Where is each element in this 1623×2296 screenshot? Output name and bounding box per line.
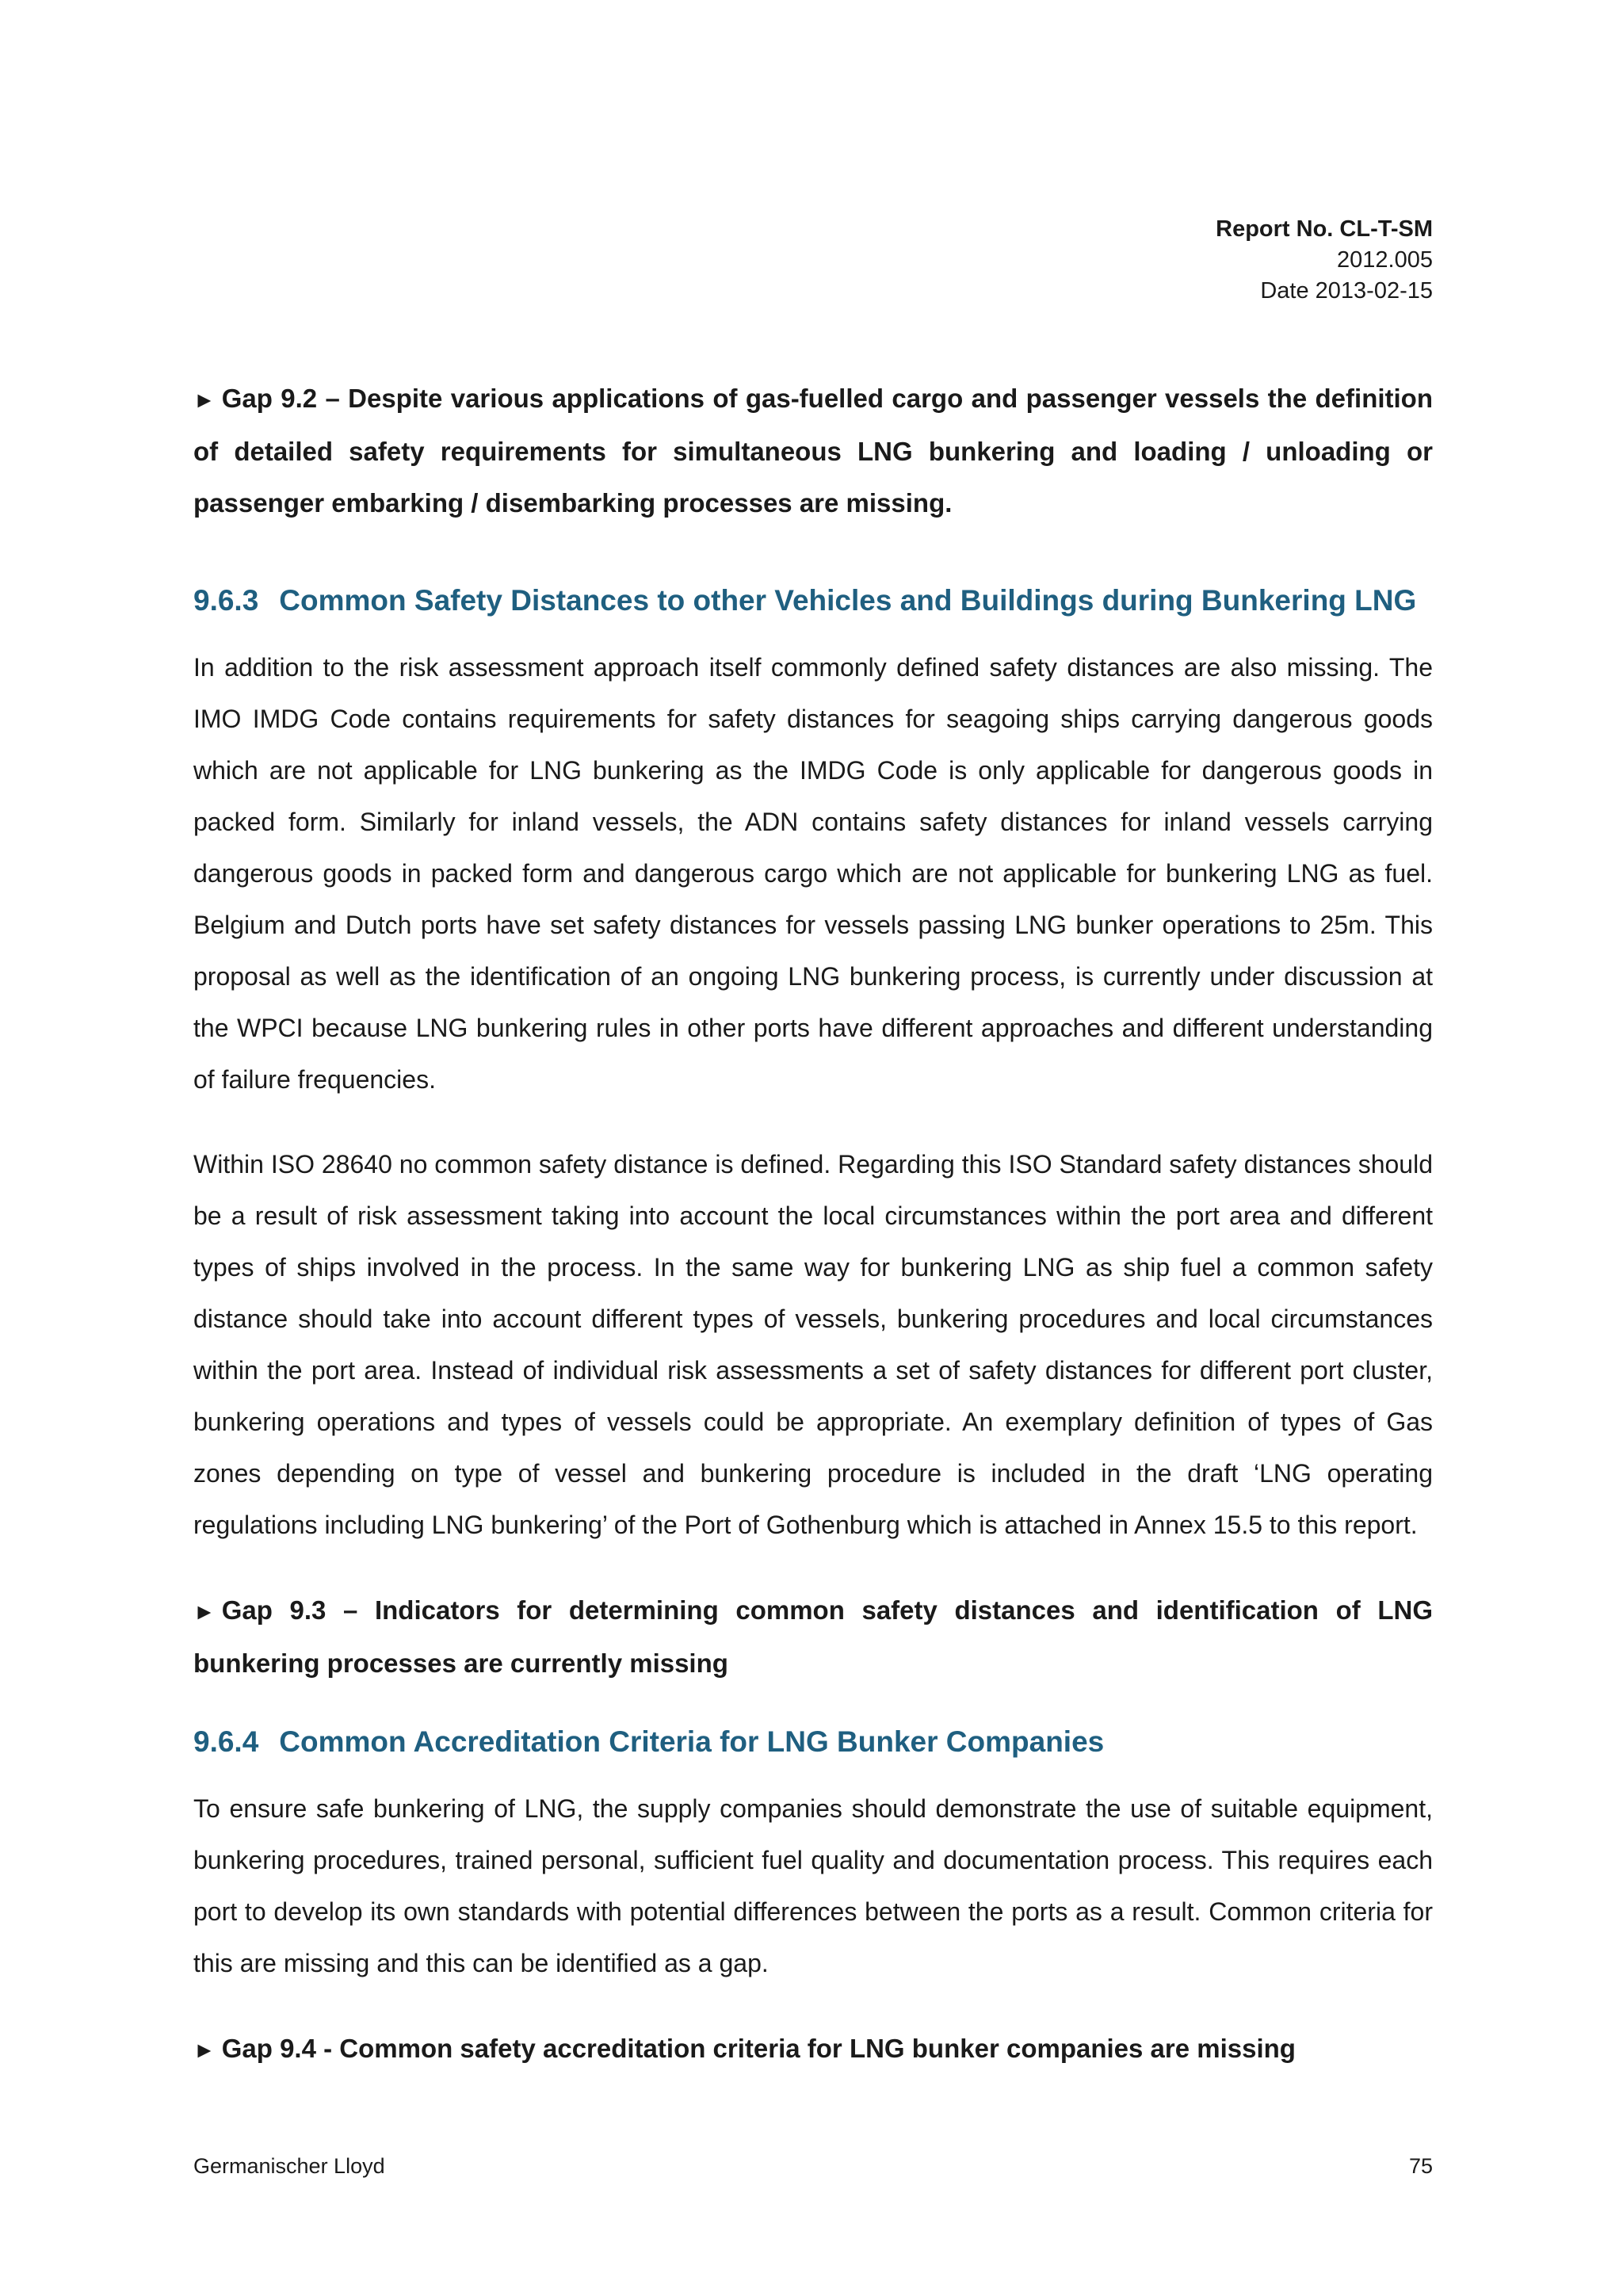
- report-code: 2012.005: [1337, 247, 1433, 273]
- gap-9-2: [193, 372, 1433, 529]
- section-number: 9.6.3: [193, 584, 259, 617]
- gap-9-3: [193, 1584, 1433, 1689]
- paragraph: To ensure safe bunkering of LNG, the supply companies should demonstrate the use of suitable equipment, bunkering procedures, trained personal, sufficient fuel quality and documentation process. This requires each port to develop its own standards with potential differences between the ports as a result. Common criteria for this are missing and this can be identified as a gap.: [193, 1794, 1433, 1977]
- arrow-icon: ►: [193, 2038, 216, 2062]
- gap-9-4: [193, 2023, 1433, 2076]
- section-title: Common Safety Distances to other Vehicles and Buildings during Bunkering LNG: [279, 584, 1417, 617]
- footer-company: Germanischer Lloyd: [193, 2154, 385, 2178]
- report-date: Date 2013-02-15: [1260, 278, 1433, 304]
- gap-9-2-text: Gap 9.2 – Despite various applications of gas-fuelled cargo and passenger vessels the definition of detailed safety requirements for simultaneous LNG bunkering and loading / unloading or passenger embarking / disembarking processes are missing.: [193, 384, 1433, 518]
- report-header: [1216, 214, 1433, 307]
- gap-9-3-text: Gap 9.3 – Indicators for determining common safety distances and identification of LNG bunkering processes are currently missing: [193, 1595, 1433, 1678]
- arrow-icon: ►: [193, 1599, 216, 1624]
- paragraph: In addition to the risk assessment approach itself commonly defined safety distances are also missing. The IMO IMDG Code contains requirements for safety distances for seagoing ships carrying dangerous goods which are not applicable for LNG bunkering as the IMDG Code is only applicable for dangerous goods in packed form. Similarly for inland vessels, the ADN contains safety distances for inland vessels carrying dangerous goods in packed form and dangerous cargo which are not applicable for bunkering LNG as fuel. Belgium and Dutch ports have set safety distances for vessels passing LNG bunker operations to 25m. This proposal as well as the identification of an ongoing LNG bunkering process, is currently under discussion at the WPCI because LNG bunkering rules in other ports have different approaches and different understanding of failure frequencies.: [193, 653, 1433, 1094]
- section-heading-9-6-3: [193, 581, 1433, 621]
- section-heading-9-6-4: [193, 1722, 1433, 1762]
- report-number: Report No. CL-T-SM: [1216, 216, 1433, 242]
- page-number: 75: [1408, 2154, 1433, 2178]
- section-title: Common Accreditation Criteria for LNG Bunker Companies: [279, 1725, 1105, 1758]
- main-content: [193, 372, 1433, 2076]
- section-number: 9.6.4: [193, 1725, 259, 1758]
- arrow-icon: ►: [193, 388, 216, 412]
- gap-9-4-text: Gap 9.4 - Common safety accreditation criteria for LNG bunker companies are missing: [221, 2034, 1296, 2063]
- paragraph: Within ISO 28640 no common safety distance is defined. Regarding this ISO Standard safety distances should be a result of risk assessment taking into account the local circumstances within the port area and different types of ships involved in the process. In the same way for bunkering LNG as ship fuel a common safety distance should take into account different types of vessels, bunkering procedures and local circumstances within the port area. Instead of individual risk assessments a set of safety distances for different port cluster, bunkering operations and types of vessels could be appropriate. An exemplary definition of types of Gas zones depending on type of vessel and bunkering procedure is included in the draft ‘LNG operating regulations including LNG bunkering’ of the Port of Gothenburg which is attached in Annex 15.5 to this report.: [193, 1150, 1433, 1539]
